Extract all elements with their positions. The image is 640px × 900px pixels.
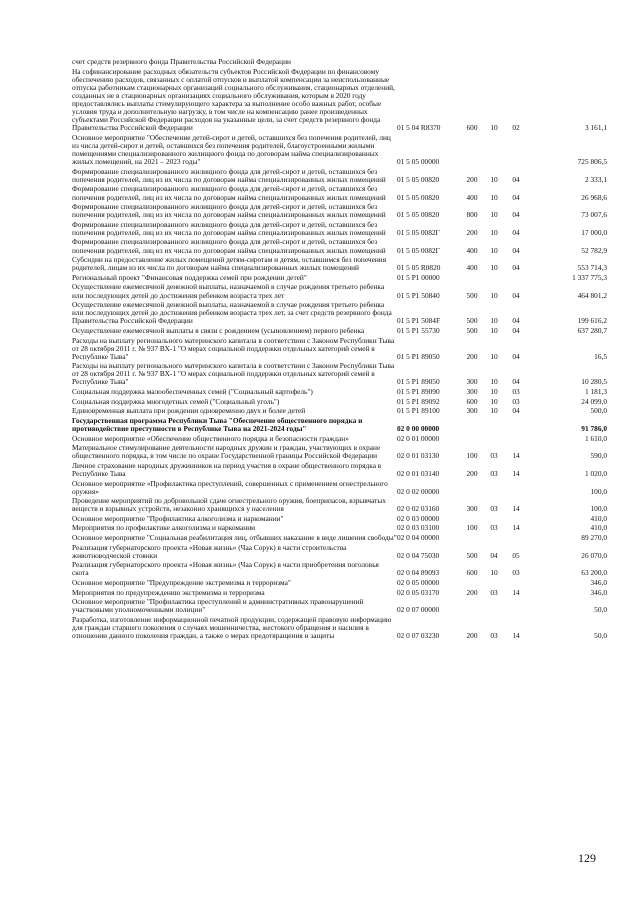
row-name: Государственная программа Республики Тыва "Обеспечение общественного порядка и противодействие преступности в Республике Тыва на 2021-2024 годы" bbox=[72, 415, 363, 433]
table-row bbox=[72, 219, 607, 237]
table-row bbox=[72, 578, 607, 588]
row-subsection bbox=[505, 533, 527, 543]
row-section: 03 bbox=[490, 587, 498, 597]
row-amount: 553 714,3 bbox=[577, 263, 607, 273]
row-expense-type: 200 bbox=[466, 468, 478, 478]
row-budget-code: 01 5 05 0082Г bbox=[397, 227, 440, 237]
row-subsection: 03 bbox=[512, 396, 520, 406]
row-amount: 10 280,5 bbox=[581, 377, 607, 387]
row-expense-type: 300 bbox=[466, 504, 478, 514]
table-row bbox=[72, 513, 607, 523]
table-row bbox=[72, 478, 607, 496]
row-budget-code: 02 0 05 00000 bbox=[397, 578, 440, 588]
row-expense-type: 100 bbox=[466, 523, 478, 533]
row-expense-type: 200 bbox=[466, 227, 478, 237]
table-row bbox=[72, 282, 607, 300]
table-row bbox=[72, 361, 607, 387]
row-budget-code: 01 5 05 00000 bbox=[397, 157, 440, 167]
row-subsection: 04 bbox=[512, 377, 520, 387]
row-section bbox=[483, 597, 505, 615]
row-name: Осуществление ежемесячной денежной выплаты, назначаемой в случае рождения третьего ребенка или последующих детей до достижения ребенком возраста трех лет bbox=[72, 282, 385, 300]
row-budget-code: 01 5 05 00820 bbox=[397, 210, 440, 220]
row-amount: 410,0 bbox=[590, 513, 607, 523]
table-row bbox=[72, 335, 607, 361]
row-subsection: 14 bbox=[512, 631, 520, 641]
table-row bbox=[72, 587, 607, 597]
table-row bbox=[72, 387, 607, 397]
row-expense-type: 600 bbox=[466, 568, 478, 578]
row-amount: 1 337 775,3 bbox=[572, 272, 607, 282]
row-name: Реализация губернаторского проекта «Новая жизнь» (Чаа Сорук) в части приобретения поголовья скота bbox=[72, 560, 379, 578]
row-amount: 26 968,6 bbox=[581, 192, 607, 202]
row-name: Формирование специализированного жилищного фонда для детей-сирот и детей, оставшихся без попечения родителей, лиц из их числа по договорам найма специализированных жилых помещений bbox=[72, 184, 386, 202]
row-subsection bbox=[505, 478, 527, 496]
row-name: Формирование специализированного жилищного фонда для детей-сирот и детей, оставшихся без попечения родителей, лиц из их числа по договорам найма специализированных жилых помещений bbox=[72, 202, 386, 220]
row-section: 10 bbox=[490, 192, 498, 202]
row-budget-code: 01 5 05 0082Г bbox=[397, 245, 440, 255]
row-name: Формирование специализированного жилищного фонда для детей-сирот и детей, оставшихся без попечения родителей, лиц из их числа по договорам найма специализированных жилых помещений bbox=[72, 219, 386, 237]
table-row bbox=[72, 406, 607, 416]
row-budget-code: 01 5 P1 50840 bbox=[397, 290, 440, 300]
row-budget-code: 01 5 P1 89050 bbox=[397, 351, 440, 361]
row-section: 10 bbox=[490, 210, 498, 220]
row-amount: 464 801,2 bbox=[577, 290, 607, 300]
row-expense-type bbox=[461, 132, 483, 166]
row-section bbox=[483, 58, 505, 66]
row-name: Основное мероприятие «Профилактика преступлений, совершенных с применением огнестрельного оружия» bbox=[72, 478, 388, 496]
row-budget-code: 01 5 P1 55730 bbox=[397, 325, 440, 335]
row-name: Формирование специализированного жилищного фонда для детей-сирот и детей, оставшихся без попечения родителей, лиц из их числа по договорам найма специализированных жилых помещений bbox=[72, 237, 386, 255]
row-expense-type bbox=[461, 58, 483, 66]
row-subsection: 14 bbox=[512, 504, 520, 514]
row-expense-type: 200 bbox=[466, 351, 478, 361]
row-subsection bbox=[505, 513, 527, 523]
row-expense-type: 300 bbox=[466, 406, 478, 416]
table-row bbox=[72, 460, 607, 478]
table-row bbox=[72, 597, 607, 615]
row-name: Основное мероприятие «Обеспечение общественного порядка и безопасности граждан» bbox=[72, 433, 349, 443]
row-section bbox=[483, 433, 505, 443]
row-amount: 1 181,3 bbox=[584, 387, 607, 397]
row-amount: 26 070,0 bbox=[581, 550, 607, 560]
row-amount: 16,5 bbox=[594, 351, 607, 361]
table-row bbox=[72, 300, 607, 326]
row-name: Формирование специализированного жилищного фонда для детей-сирот и детей, оставшихся без попечения родителей, лиц из их числа по договорам найма специализированных жилых помещений bbox=[72, 166, 386, 184]
row-expense-type: 300 bbox=[466, 387, 478, 397]
table-row bbox=[72, 237, 607, 255]
table-row bbox=[72, 325, 607, 335]
row-subsection: 04 bbox=[512, 290, 520, 300]
row-budget-code: 01 5 04 R8370 bbox=[397, 123, 441, 133]
row-amount: 637 280,7 bbox=[577, 325, 607, 335]
row-name: Осуществление ежемесячной денежной выплаты, назначаемой в случае рождения третьего ребенка или последующих детей до достижения ребенком возраста трех лет, за счет средств резервного фонда Правительства Российской Федерации bbox=[72, 300, 392, 326]
budget-table bbox=[72, 58, 607, 640]
row-budget-code: 02 0 03 03100 bbox=[397, 523, 440, 533]
row-section: 03 bbox=[490, 468, 498, 478]
row-subsection: 14 bbox=[512, 587, 520, 597]
row-budget-code bbox=[397, 58, 461, 66]
row-budget-code: 02 0 00 00000 bbox=[397, 423, 440, 433]
table-row bbox=[72, 255, 607, 273]
row-amount: 50,0 bbox=[594, 605, 607, 615]
row-subsection bbox=[505, 578, 527, 588]
row-expense-type: 500 bbox=[466, 290, 478, 300]
row-name: Социальная поддержка многодетных семей ("Социальный уголь") bbox=[72, 396, 280, 406]
row-name: Основное мероприятие "Обеспечение детей-сирот и детей, оставшихся без попечения родителей, лиц из числа детей-сирот и детей, оставшихся без попечения родителей, благоустроенными жилыми помещениями специализированного жилищного фонда по договорам найма специализированных жилых помещений, на 2021 – 2023 годы" bbox=[72, 132, 391, 167]
row-name: Основное мероприятие "Предупреждение экстремизма и терроризма" bbox=[72, 578, 291, 588]
row-expense-type bbox=[461, 533, 483, 543]
row-section bbox=[483, 415, 505, 433]
table-row bbox=[72, 132, 607, 166]
row-subsection bbox=[505, 272, 527, 282]
row-expense-type: 600 bbox=[466, 123, 478, 133]
row-section: 03 bbox=[490, 451, 498, 461]
row-expense-type: 600 bbox=[466, 396, 478, 406]
row-subsection: 14 bbox=[512, 451, 520, 461]
row-section: 03 bbox=[490, 631, 498, 641]
row-subsection: 04 bbox=[512, 351, 520, 361]
table-row bbox=[72, 58, 607, 66]
table-row bbox=[72, 396, 607, 406]
row-amount: 17 000,0 bbox=[581, 227, 607, 237]
row-name: Социальная поддержка малообеспеченных семей ("Социальный картофель") bbox=[72, 387, 313, 397]
row-subsection: 02 bbox=[512, 123, 520, 133]
row-expense-type: 500 bbox=[466, 325, 478, 335]
table-row bbox=[72, 166, 607, 184]
row-section: 10 bbox=[490, 325, 498, 335]
row-name: Расходы на выплату регионального материнского капитала в соответствии с Законом Республики Тыва от 28 октября 2011 г. № 937 ВХ-1 "О мерах социальной поддержки отдельных категорий семей в Республике Тыва" bbox=[72, 335, 395, 361]
table-row bbox=[72, 523, 607, 533]
row-name: Основное мероприятие "Профилактика алкоголизма и наркомании" bbox=[72, 513, 284, 523]
table-row bbox=[72, 66, 607, 132]
row-subsection: 04 bbox=[512, 174, 520, 184]
row-section: 10 bbox=[490, 377, 498, 387]
row-name: Расходы на выплату регионального материнского капитала в соответствии с Законом Республики Тыва от 28 октября 2011 г. № 937 ВХ-1 "О мерах социальной поддержки отдельных категорий семей в Республике Тыва" bbox=[72, 361, 395, 387]
row-expense-type bbox=[461, 578, 483, 588]
row-budget-code: 01 5 05 R0820 bbox=[397, 263, 441, 273]
row-subsection: 14 bbox=[512, 523, 520, 533]
row-budget-code: 02 0 02 03160 bbox=[397, 504, 440, 514]
row-name: счет средств резервного фонда Правительства Российской Федерации bbox=[72, 57, 291, 66]
row-name: Региональный проект "Финансовая поддержка семей при рождении детей" bbox=[72, 272, 307, 282]
row-amount: 346,0 bbox=[590, 578, 607, 588]
row-section bbox=[483, 132, 505, 166]
row-expense-type bbox=[461, 415, 483, 433]
row-budget-code: 01 5 P1 89092 bbox=[397, 396, 440, 406]
row-expense-type bbox=[461, 597, 483, 615]
row-budget-code: 01 5 P1 5084F bbox=[397, 316, 441, 326]
table-row bbox=[72, 433, 607, 443]
row-subsection: 04 bbox=[512, 227, 520, 237]
row-subsection bbox=[505, 132, 527, 166]
row-name: Проведение мероприятий по добровольной сдаче огнестрельного оружия, боеприпасов, взрывчатых веществ и взрывных устройств, незаконно хранящихся у населения bbox=[72, 496, 386, 514]
row-section: 10 bbox=[490, 387, 498, 397]
row-amount: 50,0 bbox=[594, 631, 607, 641]
row-name: Мероприятия по профилактике алкоголизма и наркомании bbox=[72, 523, 256, 533]
row-amount: 410,0 bbox=[590, 523, 607, 533]
table-row bbox=[72, 415, 607, 433]
row-section: 10 bbox=[490, 351, 498, 361]
row-section: 10 bbox=[490, 245, 498, 255]
row-expense-type: 500 bbox=[466, 550, 478, 560]
page-number: 129 bbox=[578, 851, 596, 865]
row-expense-type: 400 bbox=[466, 263, 478, 273]
row-amount: 346,0 bbox=[590, 587, 607, 597]
row-name: На софинансирование расходных обязательств субъектов Российской Федерации по финансовому обеспечению расходов, связанных с оплатой отпусков и выплатой компенсации за неиспользованные отпуска работникам стационарных организаций социального обслуживания, стационарных отделений, созданных не в стационарных организациях социального обслуживания, которым в 2020 году предоставлялись выплаты стимулирующего характера за выполнение особо важных работ, особые условия труда и дополнительную нагрузку, в том числе на компенсацию ранее произведенных субъектами Российской Федерации расходов на указанные цели, за счет средств резервного фонда Правительства Российской Федерации bbox=[72, 66, 395, 133]
row-section bbox=[483, 478, 505, 496]
row-subsection: 14 bbox=[512, 468, 520, 478]
row-subsection: 05 bbox=[512, 550, 520, 560]
row-subsection: 04 bbox=[512, 192, 520, 202]
row-amount: 1 020,0 bbox=[584, 468, 607, 478]
row-section: 10 bbox=[490, 227, 498, 237]
row-amount: 1 610,0 bbox=[584, 433, 607, 443]
table-row bbox=[72, 542, 607, 560]
row-amount: 199 616,2 bbox=[577, 316, 607, 326]
row-budget-code: 02 0 01 00000 bbox=[397, 433, 440, 443]
row-subsection: 04 bbox=[512, 316, 520, 326]
row-budget-code: 02 0 02 00000 bbox=[397, 486, 440, 496]
row-subsection: 04 bbox=[512, 325, 520, 335]
row-subsection: 04 bbox=[512, 263, 520, 273]
row-expense-type bbox=[461, 513, 483, 523]
row-section: 03 bbox=[490, 523, 498, 533]
row-amount: 73 007,6 bbox=[581, 210, 607, 220]
row-budget-code: 01 5 P1 89090 bbox=[397, 387, 440, 397]
row-budget-code: 01 5 05 00820 bbox=[397, 192, 440, 202]
row-amount: 3 161,1 bbox=[584, 123, 607, 133]
row-section bbox=[483, 513, 505, 523]
row-budget-code: 02 0 05 03170 bbox=[397, 587, 440, 597]
row-budget-code: 02 0 04 89093 bbox=[397, 568, 440, 578]
row-expense-type: 200 bbox=[466, 631, 478, 641]
row-amount: 91 786,0 bbox=[581, 423, 607, 433]
row-section: 10 bbox=[490, 174, 498, 184]
row-name: Разработка, изготовление информационной печатной продукции, содержащей правовую информацию для граждан старшего поколения о случаях мошенничества, жестокого обращения и насилия в отношении данного поколения граждан, а также о мерах предотвращения и защиты bbox=[72, 614, 392, 641]
row-section bbox=[483, 578, 505, 588]
table-row bbox=[72, 496, 607, 514]
row-amount: 24 099,0 bbox=[581, 396, 607, 406]
row-amount: 100,0 bbox=[590, 504, 607, 514]
row-expense-type: 100 bbox=[466, 451, 478, 461]
row-amount: 52 782,9 bbox=[581, 245, 607, 255]
row-amount: 2 333,1 bbox=[584, 174, 607, 184]
row-amount: 63 200,0 bbox=[581, 568, 607, 578]
row-expense-type: 200 bbox=[466, 174, 478, 184]
row-amount: 590,0 bbox=[590, 451, 607, 461]
row-section: 04 bbox=[490, 550, 498, 560]
row-budget-code: 01 5 05 00820 bbox=[397, 174, 440, 184]
row-expense-type: 800 bbox=[466, 210, 478, 220]
row-expense-type bbox=[461, 433, 483, 443]
row-section bbox=[483, 272, 505, 282]
table-row bbox=[72, 272, 607, 282]
row-expense-type bbox=[461, 272, 483, 282]
row-budget-code: 02 0 07 03230 bbox=[397, 631, 440, 641]
row-subsection: 04 bbox=[512, 406, 520, 416]
row-name: Осуществление ежемесячной выплаты в связи с рождением (усыновлением) первого ребенка bbox=[72, 325, 365, 335]
row-section: 10 bbox=[490, 406, 498, 416]
row-amount bbox=[527, 58, 607, 66]
row-section: 10 bbox=[490, 123, 498, 133]
row-expense-type bbox=[461, 478, 483, 496]
row-section: 10 bbox=[490, 316, 498, 326]
row-expense-type: 300 bbox=[466, 377, 478, 387]
table-row bbox=[72, 614, 607, 640]
row-amount: 500,0 bbox=[590, 406, 607, 416]
row-section: 10 bbox=[490, 263, 498, 273]
row-subsection: 03 bbox=[512, 387, 520, 397]
row-subsection bbox=[505, 415, 527, 433]
row-subsection bbox=[505, 58, 527, 66]
budget-table-body bbox=[72, 58, 607, 640]
row-subsection: 04 bbox=[512, 245, 520, 255]
row-name: Личное страхование народных дружинников на период участия в охране общественного порядка в Республике Тыва bbox=[72, 460, 382, 478]
table-row bbox=[72, 202, 607, 220]
row-name: Мероприятия по предупреждению экстремизма и терроризма bbox=[72, 587, 265, 597]
row-name: Реализация губернаторского проекта «Новая жизнь» (Чаа Сорук) в части строительства животноводческой стоянки bbox=[72, 542, 347, 560]
row-subsection bbox=[505, 433, 527, 443]
row-budget-code: 02 0 04 75030 bbox=[397, 550, 440, 560]
row-expense-type: 500 bbox=[466, 316, 478, 326]
row-section: 03 bbox=[490, 504, 498, 514]
row-amount: 100,0 bbox=[590, 486, 607, 496]
row-amount: 89 270,0 bbox=[581, 533, 607, 543]
row-name: Основное мероприятие "Социальная реабилитация лиц, отбывших наказание в виде лишения свободы" bbox=[72, 533, 397, 543]
row-budget-code: 02 0 03 00000 bbox=[397, 513, 440, 523]
row-section: 10 bbox=[490, 290, 498, 300]
table-row bbox=[72, 533, 607, 543]
row-budget-code: 01 5 P1 89100 bbox=[397, 406, 440, 416]
table-row bbox=[72, 443, 607, 461]
row-name: Основное мероприятие "Профилактика преступлений и административных правонарушений участковыми уполномоченными полиции" bbox=[72, 597, 364, 615]
row-name: Субсидии на предоставление жилых помещений детям-сиротам и детям, оставшимся без попечения родителей, лицам из их числа по договорам найма специализированных жилых помещений bbox=[72, 255, 387, 273]
table-row bbox=[72, 560, 607, 578]
row-expense-type: 400 bbox=[466, 245, 478, 255]
row-section bbox=[483, 533, 505, 543]
row-expense-type: 200 bbox=[466, 587, 478, 597]
row-name: Единовременная выплата при рождении одновременно двух и более детей bbox=[72, 406, 306, 416]
row-section: 10 bbox=[490, 396, 498, 406]
table-row bbox=[72, 184, 607, 202]
row-budget-code: 02 0 01 03130 bbox=[397, 451, 440, 461]
row-subsection bbox=[505, 597, 527, 615]
row-budget-code: 02 0 04 00000 bbox=[397, 533, 440, 543]
row-budget-code: 02 0 07 00000 bbox=[397, 605, 440, 615]
row-subsection: 04 bbox=[512, 210, 520, 220]
row-section: 10 bbox=[490, 568, 498, 578]
row-expense-type: 400 bbox=[466, 192, 478, 202]
row-budget-code: 01 5 P1 00000 bbox=[397, 272, 440, 282]
row-amount: 725 806,5 bbox=[577, 157, 607, 167]
row-budget-code: 01 5 P1 89050 bbox=[397, 377, 440, 387]
row-name: Материальное стимулирование деятельности народных дружин и граждан, участвующих в охране общественного порядка, в том числе по охране Государственной границы Российской Федерации bbox=[72, 443, 381, 461]
row-budget-code: 02 0 01 03140 bbox=[397, 468, 440, 478]
row-subsection: 03 bbox=[512, 568, 520, 578]
